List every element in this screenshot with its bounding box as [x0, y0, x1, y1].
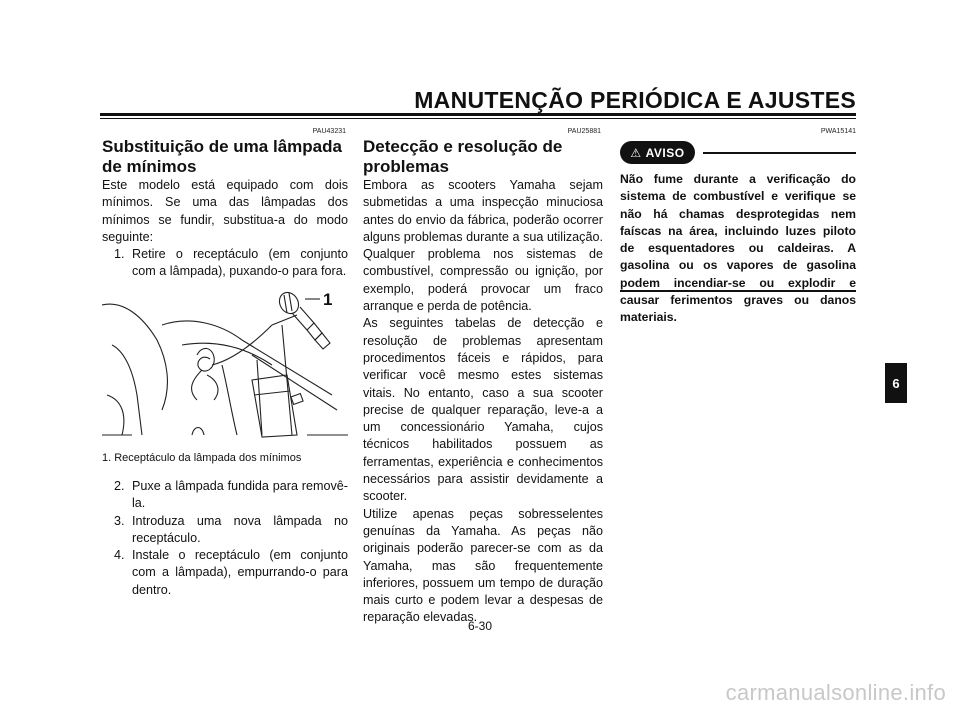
- step-number: 4.: [114, 548, 125, 563]
- step-item: [102, 513, 348, 548]
- warning-code: PWA15141: [820, 128, 856, 135]
- column-2: [363, 137, 603, 627]
- section-title: Substituição de uma lâmpada de mínimos: [102, 137, 342, 176]
- step-number: 1.: [114, 247, 125, 262]
- chapter-title: MANUTENÇÃO PERIÓDICA E AJUSTES: [414, 87, 856, 113]
- step-item: [102, 547, 348, 599]
- step-number: 3.: [114, 513, 125, 528]
- section-code: PAU43231: [312, 128, 346, 135]
- step-text: Puxe a lâmpada fundida para removê-la.: [132, 479, 348, 511]
- paragraph: Utilize apenas peças sobresselentes genuínas da Yamaha. As peças não originais poderão parecer-se com as da Yamaha, mas são frequentemente inferiores, possuem um tempo de duração mais curto e podem levar a despesas de reparação elevadas.: [363, 506, 603, 625]
- paragraph: Embora as scooters Yamaha sejam submetidas a uma inspecção minuciosa antes do envio da fábrica, poderão ocorrer alguns problemas durante a sua utilização. Qualquer problema nos sistemas de combustível, compressão ou ignição, por exemplo, poderá provocar um fraco arranque e perda de potência.: [363, 178, 603, 314]
- section-title: Detecção e resolução de problemas: [363, 137, 563, 176]
- warning-text: Não fume durante a verificação do sistema de combustível e verifique se não há chamas desprotegidas nem faíscas na área, incluindo luzes piloto de esquentadores ou caldeiras. A gasolina ou os vapores de gasolina podem incendiar-se ou explodir e causar ferimentos graves ou danos materiais.: [620, 172, 856, 325]
- figure-callout-label: 1: [323, 290, 333, 309]
- steps-continued: [102, 478, 348, 599]
- step-item: [102, 478, 348, 513]
- bulb-socket-illustration: [102, 285, 348, 445]
- chapter-tab: 6: [885, 363, 907, 403]
- watermark: carmanualsonline.info: [725, 680, 946, 705]
- step-number: 2.: [114, 479, 125, 493]
- warning-top-rule: [703, 152, 856, 154]
- step-text: Introduza uma nova lâmpada no receptáculo.: [132, 513, 348, 545]
- page-number: 6-30: [467, 619, 493, 633]
- step-item: [102, 246, 348, 281]
- warning-icon: ⚠: [630, 145, 642, 160]
- warning-badge: [620, 141, 695, 164]
- steps-list: [102, 246, 348, 281]
- paragraph: As seguintes tabelas de detecção e resolução de problemas apresentam procedimentos fáceis e rápidos, para verificar você mesmo estes sistemas vitais. No entanto, caso a sua scooter precise de qualquer reparação, leve-a a um concessionário Yamaha, cujos técnicos habilitados possuem as ferramentas, experiência e conhecimentos necessários para assistir devidamente a scooter.: [363, 316, 603, 504]
- warning-bottom-rule: [620, 290, 856, 292]
- column-1: [102, 137, 348, 281]
- section-code: PAU25881: [567, 128, 601, 135]
- step-text: Instale o receptáculo (em conjunto com a lâmpada), empurrando-o para dentro.: [132, 548, 348, 597]
- step-text: Retire o receptáculo (em conjunto com a lâmpada), puxando-o para fora.: [132, 247, 348, 279]
- warning-badge-label: AVISO: [645, 145, 685, 160]
- header-rule-thick: [100, 113, 856, 116]
- header-rule-thin: [100, 118, 856, 119]
- section-intro: Este modelo está equipado com dois mínimos. Se uma das lâmpadas dos mínimos se fundir, substitua-a do modo seguinte:: [102, 178, 348, 244]
- figure-caption: 1. Receptáculo da lâmpada dos mínimos: [102, 452, 302, 464]
